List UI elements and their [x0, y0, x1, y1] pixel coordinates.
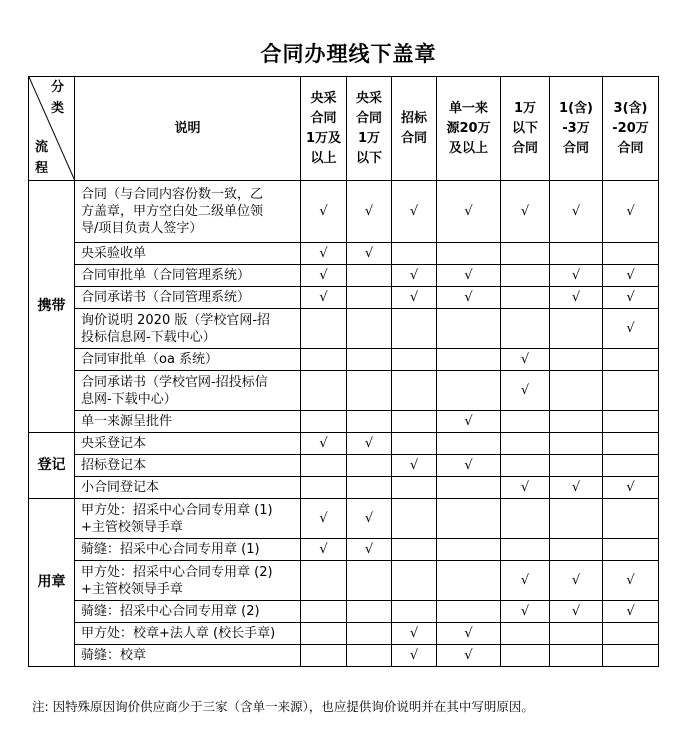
- row-description: 央采登记本: [75, 433, 301, 455]
- group-label: 用章: [29, 499, 75, 667]
- procedure-table: [28, 76, 659, 667]
- row-description: 合同承诺书（合同管理系统）: [75, 287, 301, 309]
- empty-cell: [347, 287, 392, 309]
- empty-cell: [392, 411, 437, 433]
- empty-cell: [392, 349, 437, 371]
- table-row: [29, 309, 659, 349]
- check-mark-icon: √: [501, 349, 550, 371]
- check-mark-icon: √: [392, 645, 437, 667]
- empty-cell: [301, 645, 347, 667]
- check-mark-icon: √: [347, 539, 392, 561]
- table-row: [29, 499, 659, 539]
- empty-cell: [347, 601, 392, 623]
- empty-cell: [501, 623, 550, 645]
- check-mark-icon: √: [301, 433, 347, 455]
- check-mark-icon: √: [603, 287, 659, 309]
- empty-cell: [501, 539, 550, 561]
- empty-cell: [437, 539, 501, 561]
- empty-cell: [603, 455, 659, 477]
- corner-process-label: 流 程: [35, 140, 49, 176]
- empty-cell: [347, 411, 392, 433]
- table-row: [29, 411, 659, 433]
- check-mark-icon: √: [550, 601, 603, 623]
- check-mark-icon: √: [347, 433, 392, 455]
- check-mark-icon: √: [501, 181, 550, 243]
- check-mark-icon: √: [501, 371, 550, 411]
- empty-cell: [501, 499, 550, 539]
- empty-cell: [392, 477, 437, 499]
- empty-cell: [392, 371, 437, 411]
- empty-cell: [437, 499, 501, 539]
- row-description: 骑缝：校章: [75, 645, 301, 667]
- check-mark-icon: √: [301, 539, 347, 561]
- empty-cell: [301, 561, 347, 601]
- empty-cell: [347, 371, 392, 411]
- check-mark-icon: √: [347, 181, 392, 243]
- row-description: 骑缝：招采中心合同专用章 (2): [75, 601, 301, 623]
- check-mark-icon: √: [301, 243, 347, 265]
- row-description: 骑缝：招采中心合同专用章 (1): [75, 539, 301, 561]
- empty-cell: [437, 561, 501, 601]
- empty-cell: [347, 561, 392, 601]
- empty-cell: [347, 623, 392, 645]
- check-mark-icon: √: [501, 601, 550, 623]
- check-mark-icon: √: [301, 287, 347, 309]
- empty-cell: [501, 411, 550, 433]
- empty-cell: [603, 243, 659, 265]
- table-row: [29, 349, 659, 371]
- empty-cell: [392, 499, 437, 539]
- empty-cell: [437, 601, 501, 623]
- empty-cell: [501, 243, 550, 265]
- empty-cell: [550, 411, 603, 433]
- empty-cell: [437, 243, 501, 265]
- table-row: [29, 287, 659, 309]
- table-row: [29, 265, 659, 287]
- table-row: [29, 371, 659, 411]
- empty-cell: [301, 623, 347, 645]
- check-mark-icon: √: [392, 265, 437, 287]
- check-mark-icon: √: [392, 287, 437, 309]
- corner-category-label: 分 类: [51, 80, 65, 116]
- empty-cell: [301, 371, 347, 411]
- empty-cell: [301, 601, 347, 623]
- corner-diagonal-header: [29, 77, 75, 181]
- empty-cell: [437, 433, 501, 455]
- empty-cell: [437, 371, 501, 411]
- table-row: [29, 561, 659, 601]
- empty-cell: [347, 309, 392, 349]
- empty-cell: [392, 243, 437, 265]
- check-mark-icon: √: [550, 561, 603, 601]
- empty-cell: [603, 539, 659, 561]
- header-col-5: 1万 以下 合同: [501, 77, 550, 181]
- check-mark-icon: √: [603, 265, 659, 287]
- row-description: 小合同登记本: [75, 477, 301, 499]
- check-mark-icon: √: [301, 181, 347, 243]
- group-label: 登记: [29, 433, 75, 499]
- empty-cell: [392, 433, 437, 455]
- row-description: 招标登记本: [75, 455, 301, 477]
- empty-cell: [301, 309, 347, 349]
- table-row: [29, 539, 659, 561]
- check-mark-icon: √: [347, 499, 392, 539]
- empty-cell: [437, 349, 501, 371]
- table-row: [29, 623, 659, 645]
- empty-cell: [347, 455, 392, 477]
- empty-cell: [603, 623, 659, 645]
- empty-cell: [550, 433, 603, 455]
- check-mark-icon: √: [550, 265, 603, 287]
- empty-cell: [437, 309, 501, 349]
- check-mark-icon: √: [437, 645, 501, 667]
- row-description: 合同承诺书（学校官网-招投标信 息网-下载中心）: [75, 371, 301, 411]
- row-description: 央采验收单: [75, 243, 301, 265]
- table-row: [29, 181, 659, 243]
- check-mark-icon: √: [437, 287, 501, 309]
- empty-cell: [392, 601, 437, 623]
- empty-cell: [550, 309, 603, 349]
- empty-cell: [301, 349, 347, 371]
- empty-cell: [550, 499, 603, 539]
- empty-cell: [603, 349, 659, 371]
- empty-cell: [550, 623, 603, 645]
- header-col-1: 央采 合同 1万及 以上: [301, 77, 347, 181]
- empty-cell: [550, 243, 603, 265]
- page-title: 合同办理线下盖章: [260, 42, 437, 66]
- empty-cell: [392, 539, 437, 561]
- empty-cell: [550, 371, 603, 411]
- row-description: 甲方处：校章+法人章 (校长手章): [75, 623, 301, 645]
- empty-cell: [501, 433, 550, 455]
- check-mark-icon: √: [603, 309, 659, 349]
- empty-cell: [392, 309, 437, 349]
- check-mark-icon: √: [550, 181, 603, 243]
- check-mark-icon: √: [603, 601, 659, 623]
- empty-cell: [437, 477, 501, 499]
- check-mark-icon: √: [437, 181, 501, 243]
- empty-cell: [347, 645, 392, 667]
- header-description: 说明: [75, 77, 301, 181]
- empty-cell: [301, 455, 347, 477]
- check-mark-icon: √: [501, 561, 550, 601]
- check-mark-icon: √: [437, 265, 501, 287]
- footnote: 注: 因特殊原因询价供应商少于三家（含单一来源），也应提供询价说明并在其中写明原因。: [32, 699, 534, 714]
- table-row: [29, 455, 659, 477]
- group-label: 携带: [29, 181, 75, 433]
- row-description: 合同（与合同内容份数一致，乙 方盖章，甲方空白处二级单位领 导/项目负责人签字）: [75, 181, 301, 243]
- check-mark-icon: √: [603, 477, 659, 499]
- header-col-6: 1(含) -3万 合同: [550, 77, 603, 181]
- empty-cell: [392, 561, 437, 601]
- row-description: 合同审批单（oa 系统）: [75, 349, 301, 371]
- check-mark-icon: √: [603, 181, 659, 243]
- header-col-3: 招标 合同: [392, 77, 437, 181]
- empty-cell: [501, 287, 550, 309]
- table-row: [29, 433, 659, 455]
- empty-cell: [603, 371, 659, 411]
- table-row: [29, 645, 659, 667]
- check-mark-icon: √: [392, 623, 437, 645]
- empty-cell: [347, 265, 392, 287]
- empty-cell: [501, 645, 550, 667]
- header-col-2: 央采 合同 1万 以下: [347, 77, 392, 181]
- empty-cell: [550, 645, 603, 667]
- empty-cell: [501, 309, 550, 349]
- table-row: [29, 477, 659, 499]
- check-mark-icon: √: [392, 181, 437, 243]
- check-mark-icon: √: [437, 455, 501, 477]
- header-col-4: 单一来 源20万 及以上: [437, 77, 501, 181]
- row-description: 单一来源呈批件: [75, 411, 301, 433]
- check-mark-icon: √: [437, 411, 501, 433]
- table-row: [29, 243, 659, 265]
- empty-cell: [501, 455, 550, 477]
- check-mark-icon: √: [301, 265, 347, 287]
- empty-cell: [603, 499, 659, 539]
- empty-cell: [603, 645, 659, 667]
- check-mark-icon: √: [301, 499, 347, 539]
- empty-cell: [301, 411, 347, 433]
- table-row: [29, 601, 659, 623]
- empty-cell: [603, 411, 659, 433]
- check-mark-icon: √: [550, 477, 603, 499]
- check-mark-icon: √: [550, 287, 603, 309]
- check-mark-icon: √: [501, 477, 550, 499]
- row-description: 合同审批单（合同管理系统）: [75, 265, 301, 287]
- empty-cell: [550, 455, 603, 477]
- header-col-7: 3(含) -20万 合同: [603, 77, 659, 181]
- empty-cell: [347, 477, 392, 499]
- row-description: 询价说明 2020 版（学校官网-招 投标信息网-下载中心）: [75, 309, 301, 349]
- row-description: 甲方处：招采中心合同专用章 (1) +主管校领导手章: [75, 499, 301, 539]
- empty-cell: [603, 433, 659, 455]
- check-mark-icon: √: [603, 561, 659, 601]
- empty-cell: [301, 477, 347, 499]
- empty-cell: [501, 265, 550, 287]
- empty-cell: [550, 349, 603, 371]
- row-description: 甲方处：招采中心合同专用章 (2) +主管校领导手章: [75, 561, 301, 601]
- check-mark-icon: √: [437, 623, 501, 645]
- empty-cell: [550, 539, 603, 561]
- check-mark-icon: √: [347, 243, 392, 265]
- check-mark-icon: √: [392, 455, 437, 477]
- empty-cell: [347, 349, 392, 371]
